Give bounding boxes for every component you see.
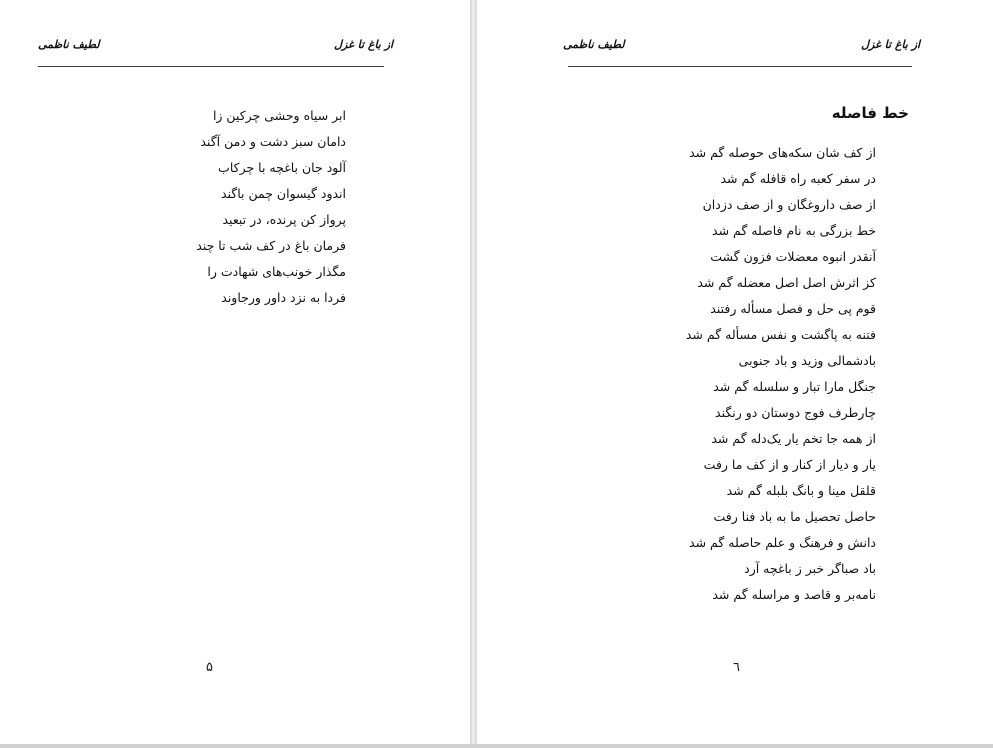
poem-line: در سفر کعبه راه قافله گم شد [720,171,876,186]
poem-line: چارطرف فوج دوستان دو رنگند [715,405,876,420]
poem-line: از صف داروغگان و از صف دزدان [702,197,876,212]
poem-line: آنقدر انبوه معضلات فزون گشت [710,249,876,264]
poem-line: دانش و فرهنگ و علم حاصله گم شد [689,535,876,550]
header-author: لطیف ناظمی [38,38,100,51]
poem-line: یار و دیار از کنار و از کف ما رفت [703,457,876,472]
poem-line: دامان سبز دشت و دمن آگند [200,134,346,149]
poem-line: قلقل مینا و بانگ بلبله گم شد [726,483,876,498]
left-page [0,0,470,748]
poem-line: آلود جان باغچه با چرکاب [218,160,346,175]
poem-line: بادشمالی وزید و باد جنوبی [738,353,876,368]
poem-line: کز اثرش اصل اصل معضله گم شد [697,275,876,290]
right-page [477,0,993,748]
poem-title: خط فاصله [831,104,909,122]
poem-line: حاصل تحصیل ما به باد فنا رفت [713,509,876,524]
poem-line: از کف شان سکه‌های حوصله گم شد [689,145,876,160]
poem-line: اندود گیسوان چمن باگند [220,186,346,201]
poem-line: پرواز کن پرنده، در تبعید [222,212,346,227]
header-rule [568,66,912,67]
poem-line: خط بزرگی به نام فاصله گم شد [712,223,876,238]
poem-line: نامه‌بر و قاصد و مراسله گم شد [712,587,876,602]
header-book-title: از باغ تا غزل [861,38,921,51]
poem-line: قوم پی حل و فصل مسأله رفتند [710,301,876,316]
book-gutter [470,0,477,748]
header-author: لطیف ناظمی [563,38,625,51]
poem-line: فتنه به پاگشت و نفس مسأله گم شد [685,327,876,342]
poem-line: ابر سیاه وحشی چرکین زا [212,108,346,123]
header-book-title: از باغ تا غزل [334,38,394,51]
page-number: ۵ [206,660,213,675]
viewer-bottom-edge [0,744,993,748]
poem-lines [196,103,346,311]
poem-line: جنگل مارا تبار و سلسله گم شد [713,379,876,394]
poem-line: فرمان باغ در کف شب تا چند [196,238,346,253]
page-number: ٦ [733,660,740,675]
header-rule [38,66,384,67]
poem-line: از همه جا تخم یار یک‌دله گم شد [711,431,876,446]
poem-line: باد صباگر خبر ز باغچه آرد [744,561,876,576]
poem-lines [686,140,876,608]
poem-line: مگذار خونب‌های شهادت را [207,264,346,279]
poem-line: فردا به نزد داور ورجاوند [221,290,346,305]
